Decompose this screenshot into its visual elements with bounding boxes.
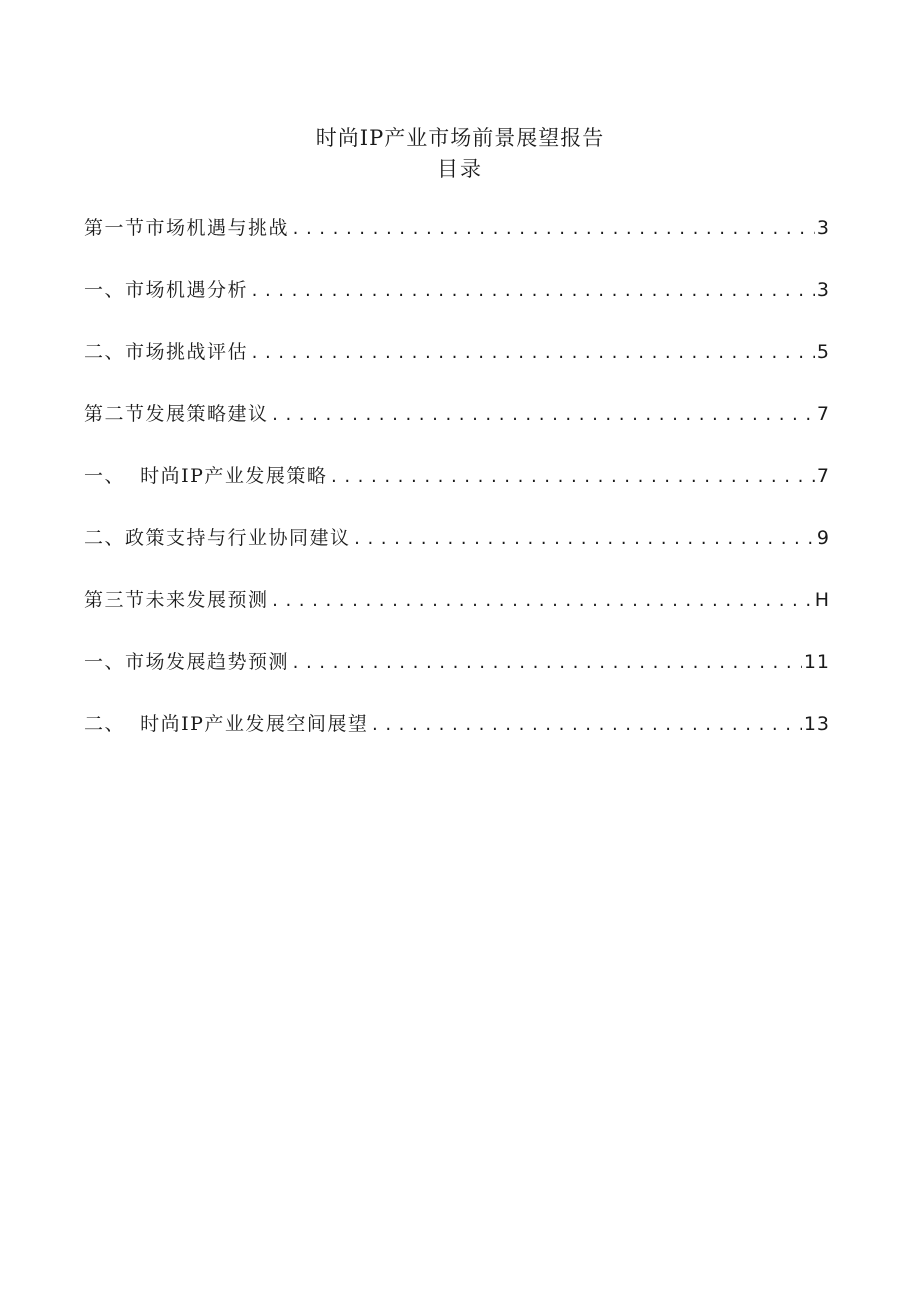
toc-entry-label: 一、 时尚IP产业发展策略 (84, 465, 328, 487)
toc-dot-leader (271, 586, 813, 616)
toc-entry-label: 二、 时尚IP产业发展空间展望 (84, 713, 369, 735)
toc-entry-label: 第二节发展策略建议 (84, 403, 269, 425)
toc-dot-leader (250, 338, 815, 368)
toc-entry-page: 7 (816, 403, 830, 425)
toc-entry[interactable] (84, 523, 830, 585)
toc-entry-page: 11 (803, 651, 830, 673)
toc-dot-leader (370, 710, 801, 740)
toc-dot-leader (271, 400, 815, 430)
toc-entry-label: 二、政策支持与行业协同建议 (84, 527, 351, 549)
toc-entry-page: 5 (816, 341, 830, 363)
toc-entry-page: H (814, 589, 830, 611)
toc-entry[interactable] (84, 399, 830, 461)
toc-entry[interactable] (84, 647, 830, 709)
table-of-contents (84, 213, 830, 771)
toc-dot-leader (329, 462, 815, 492)
toc-entry-page: 3 (816, 217, 830, 239)
toc-entry[interactable] (84, 213, 830, 275)
document-title: 时尚IP产业市场前景展望报告 (315, 126, 605, 150)
toc-dot-leader (250, 276, 815, 306)
toc-heading: 目录 (437, 157, 483, 181)
toc-entry-page: 3 (816, 279, 830, 301)
toc-dot-leader (291, 648, 802, 678)
toc-entry-label: 一、市场发展趋势预测 (84, 651, 290, 673)
toc-entry[interactable] (84, 461, 830, 523)
toc-entry[interactable] (84, 337, 830, 399)
toc-dot-leader (291, 214, 815, 244)
toc-entry-label: 一、市场机遇分析 (84, 279, 249, 301)
toc-entry[interactable] (84, 585, 830, 647)
toc-entry-label: 第一节市场机遇与挑战 (84, 217, 290, 239)
toc-entry-page: 7 (816, 465, 830, 487)
toc-entry[interactable] (84, 709, 830, 771)
toc-entry[interactable] (84, 275, 830, 337)
toc-entry-page: 13 (803, 713, 830, 735)
toc-entry-label: 第三节未来发展预测 (84, 589, 269, 611)
toc-entry-label: 二、市场挑战评估 (84, 341, 249, 363)
toc-entry-page: 9 (816, 527, 830, 549)
toc-dot-leader (353, 524, 815, 554)
